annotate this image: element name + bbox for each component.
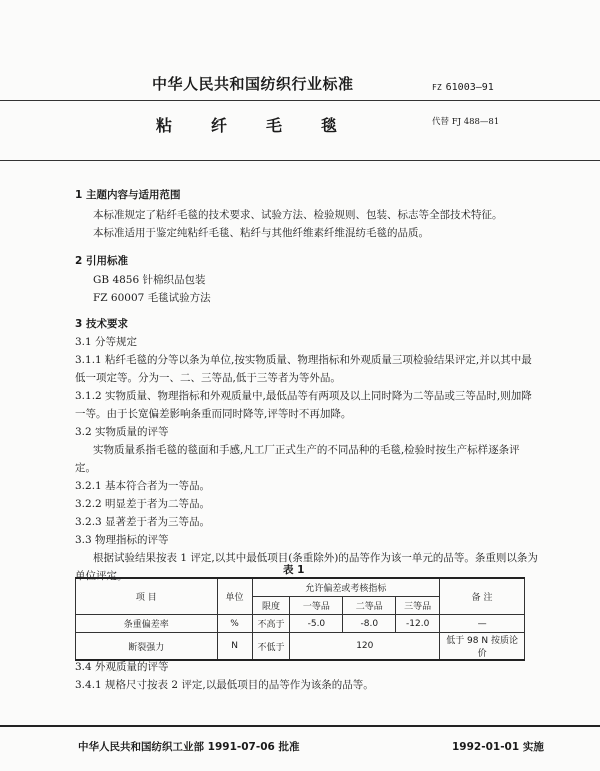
cell-item: 断裂强力 — [76, 633, 218, 661]
standard-code: 61003—91 — [445, 82, 494, 93]
approval-note: 中华人民共和国纺织工业部 1991-07-06 批准 — [78, 741, 300, 753]
cell-grade-2: -8.0 — [343, 615, 396, 633]
header-item: 项 目 — [76, 578, 218, 615]
section-1-para-1: 本标准规定了粘纤毛毯的技术要求、试验方法、检验规则、包装、标志等全部技术特征。 — [93, 209, 503, 221]
header-grade-1: 一等品 — [290, 597, 343, 615]
section-2-heading: 2 引用标准 — [75, 255, 128, 267]
clause-3-3-para-line-2: 单位评定。 — [75, 570, 128, 582]
cell-unit: % — [217, 615, 252, 633]
header-limit: 限度 — [252, 597, 290, 615]
header-grade-3: 三等品 — [396, 597, 440, 615]
clause-3-2: 3.2 实物质量的评等 — [75, 426, 169, 438]
cell-item: 条重偏差率 — [76, 615, 218, 633]
clause-3-2-para-line-1: 实物质量系指毛毯的毯面和手感,凡工厂正式生产的不同品种的毛毯,检验时按生产标样逐条评 — [93, 444, 520, 456]
clause-3-4-1: 3.4.1 规格尺寸按表 2 评定,以最低项目的品等作为该条的品等。 — [75, 679, 374, 691]
cell-unit: N — [217, 633, 252, 661]
replaces-note: 代替 FJ 488—81 — [432, 117, 500, 127]
section-3-heading: 3 技术要求 — [75, 318, 128, 330]
cell-limit: 不低于 — [252, 633, 290, 661]
table-row — [76, 633, 525, 661]
clause-3-2-2: 3.2.2 明显差于者为二等品。 — [75, 498, 211, 510]
header-rule — [0, 100, 600, 101]
clause-3-1-2-line-2: 一等。由于长宽偏差影响条重而同时降等,评等时不再加降。 — [75, 408, 352, 420]
clause-3-2-3: 3.2.3 显著差于者为三等品。 — [75, 516, 211, 528]
reference-2: FZ 60007 毛毯试验方法 — [93, 292, 211, 304]
clause-3-1-1-line-2: 低一项定等。分为一、二、三等品,低于三等者为等外品。 — [75, 372, 341, 384]
clause-3-2-para-line-2: 定。 — [75, 462, 96, 474]
cell-remark: — — [440, 615, 525, 633]
table-1-caption: 表 1 — [283, 564, 305, 576]
standard-number — [432, 82, 494, 93]
org-title: 中华人民共和国纺织行业标准 — [152, 75, 354, 93]
section-1-para-2: 本标准适用于鉴定纯粘纤毛毯、粘纤与其他纤维素纤维混纺毛毯的品质。 — [93, 227, 429, 239]
header-remark: 备 注 — [440, 578, 525, 615]
header-allowance: 允许偏差或考核指标 — [252, 578, 440, 597]
cell-grades-merged: 120 — [290, 633, 440, 661]
cell-grade-1: -5.0 — [290, 615, 343, 633]
cell-remark: 低于 98 N 按质论价 — [440, 633, 525, 661]
reference-1: GB 4856 针棉织品包装 — [93, 274, 206, 286]
title-rule — [0, 160, 600, 161]
standard-prefix: FZ — [432, 83, 442, 92]
cell-limit: 不高于 — [252, 615, 290, 633]
doc-title: 粘纤毛毯 — [156, 116, 377, 135]
table-row — [76, 615, 525, 633]
section-1-heading: 1 主题内容与适用范围 — [75, 189, 181, 201]
header-unit: 单位 — [217, 578, 252, 615]
clause-3-1: 3.1 分等规定 — [75, 336, 138, 348]
clause-3-2-1: 3.2.1 基本符合者为一等品。 — [75, 480, 211, 492]
cell-grade-3: -12.0 — [396, 615, 440, 633]
implementation-date: 1992-01-01 实施 — [452, 741, 544, 753]
clause-3-3: 3.3 物理指标的评等 — [75, 534, 169, 546]
table-1 — [75, 577, 525, 661]
clause-3-3-para-line-1: 根据试验结果按表 1 评定,以其中最低项目(条重除外)的品等作为该一单元的品等。条重则以条为 — [93, 552, 538, 564]
clause-3-1-1-line-1: 3.1.1 粘纤毛毯的分等以条为单位,按实物质量、物理指标和外观质量三项检验结果评定,并以其中最 — [75, 354, 532, 366]
footer-rule — [0, 725, 600, 727]
clause-3-4: 3.4 外观质量的评等 — [75, 661, 169, 673]
header-grade-2: 二等品 — [343, 597, 396, 615]
clause-3-1-2-line-1: 3.1.2 实物质量、物理指标和外观质量中,最低品等有两项及以上同时降为二等品或三等品时,则加降 — [75, 390, 532, 402]
